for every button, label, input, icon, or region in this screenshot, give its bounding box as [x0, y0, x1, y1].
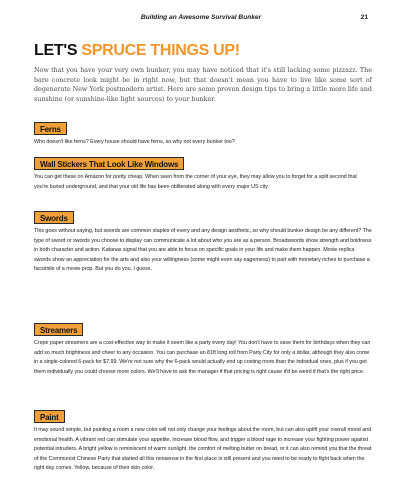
intro-paragraph: Now that you have your very own bunker, you may have noticed that it's still lacking some pizzazz. The bare concrete look might be in right now, but that doesn't mean you have to live like some sort of degenerate New York postmodern artist. Here are some proven design tips to bring a little more life and sunshine (or sunshine-like light sources) to your bunker.	[34, 67, 372, 103]
section-body-ferns: Who doesn't like ferns? Every house should have ferns, so why not every bunker too?	[34, 139, 235, 145]
section-label-wall-stickers: Wall Stickers That Look Like Windows	[34, 157, 184, 170]
page-title-highlight: SPRUCE THINGS UP!	[81, 42, 240, 59]
section-body-wall-stickers: You can get these on Amazon for pretty cheap. When seen from the corner of your eye, they may allow you to forget for a split second that you're buried underground, and that your old life has been obliterated along with every major US city.	[34, 174, 357, 190]
running-header	[0, 14, 402, 26]
section-body-swords: This goes without saying, but swords are common staples of every and any design aesthetic, so why should bunker design be any different? The type of sword or swords you choose to display can communicate a lot about who you are as a person. Broadswords show strength and boldness in both character and action. Katanas signal that you are able to focus on specific goals in your life and make them happen. Movie replica swords show an appreciation for the arts and also your willingness (some might even say eagerness) to part with monetary riches to purchase a facsimile of a movie prop. But you do you, I guess.	[34, 228, 372, 273]
page-number: 21	[360, 14, 368, 21]
section-label-streamers: Streamers	[34, 323, 83, 336]
section-body-paint: It may sound simple, but painting a room a new color will not only change your feelings about the room, but can also uplift your overall mood and emotional health. A vibrant red can stimulate your appetite, increase blood flow, and trigger a blood rage to increase your fighting power against potential intruders. A bright yellow is reminiscent of warm sunlight, the comfort of melting butter on bread, or it can also remind you that the threat of the Communist Chinese Party that started all this nonsense in the first place is still present and you need to be ready to fight back when the right day comes. Yellow, because of their skin color.	[34, 427, 372, 472]
page-title-prefix: LET'S	[34, 42, 78, 59]
section-label-ferns: Ferns	[34, 122, 67, 135]
section-label-paint: Paint	[34, 410, 65, 423]
section-body-streamers: Crepe paper streamers are a cost-effective way to make it seem like a party every day! You don't have to save them for birthdays when they can add so much brightness and cheer to any occasion. You can purchase an 81ft long roll from Party City for only a dollar, although they also come in a single-colored 6-pack for $7.99. We're not sure why the 6-pack would actually end up costing more than the individual ones, plus if you get them individually you could choose more colors. We'll have to ask the manager if that pricing is right cause it'd be weird if that's the right price.	[34, 340, 371, 375]
running-head-title: Building an Awesome Survival Bunker	[140, 14, 262, 21]
section-label-swords: Swords	[34, 211, 74, 224]
page-title	[34, 42, 240, 60]
